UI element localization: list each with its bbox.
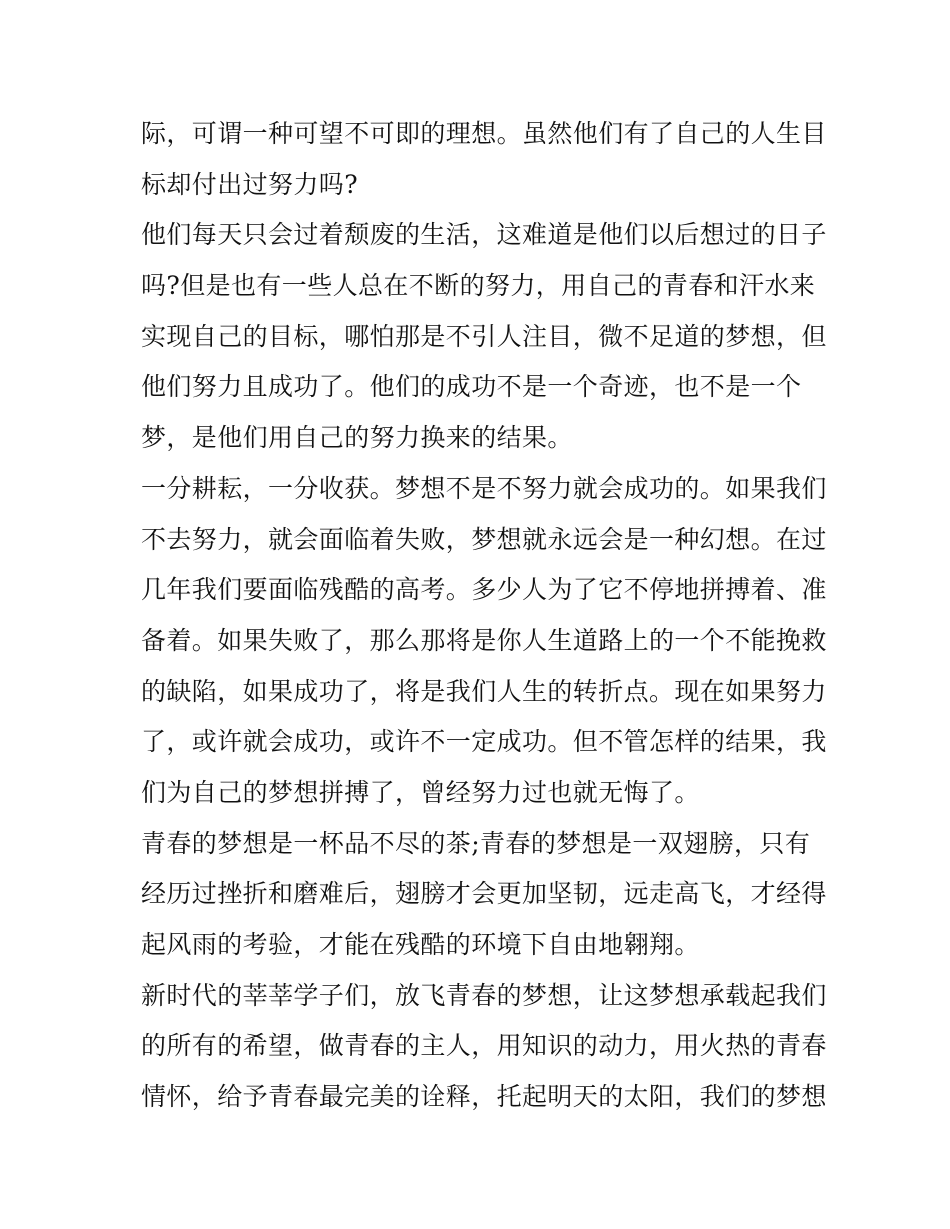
text-line: 情怀，给予青春最完美的诠释，托起明天的太阳，我们的梦想 xyxy=(141,1082,827,1112)
text-line: 的所有的希望，做青春的主人，用知识的动力，用火热的青春 xyxy=(141,1031,827,1061)
text-line: 备着。如果失败了，那么那将是你人生道路上的一个不能挽救 xyxy=(141,625,827,655)
text-line: 了，或许就会成功，或许不一定成功。但不管怎样的结果，我 xyxy=(141,727,827,757)
text-line: 们为自己的梦想拼搏了，曾经努力过也就无悔了。 xyxy=(141,777,700,807)
text-line: 际，可谓一种可望不可即的理想。虽然他们有了自己的人生目 xyxy=(141,119,827,148)
text-line: 他们努力且成功了。他们的成功不是一个奇迹，也不是一个 xyxy=(141,372,802,402)
text-line: 他们每天只会过着颓废的生活，这难道是他们以后想过的日子 xyxy=(141,220,827,250)
text-line: 新时代的莘莘学子们，放飞青春的梦想，让这梦想承载起我们 xyxy=(141,980,827,1010)
text-line: 几年我们要面临残酷的高考。多少人为了它不停地拼搏着、准 xyxy=(141,575,827,605)
text-line: 青春的梦想是一杯品不尽的茶;青春的梦想是一双翅膀，只有 xyxy=(141,828,811,858)
text-line: 吗?但是也有一些人总在不断的努力，用自己的青春和汗水来 xyxy=(141,271,816,301)
text-line: 一分耕耘，一分收获。梦想不是不努力就会成功的。如果我们 xyxy=(141,473,827,503)
text-line: 标却付出过努力吗? xyxy=(141,169,359,199)
text-line: 梦，是他们用自己的努力换来的结果。 xyxy=(141,423,573,453)
essay-text xyxy=(141,109,827,1123)
text-line: 不去努力，就会面临着失败，梦想就永远会是一种幻想。在过 xyxy=(141,524,827,554)
text-line: 的缺陷，如果成功了，将是我们人生的转折点。现在如果努力 xyxy=(141,676,827,706)
text-line: 起风雨的考验，才能在残酷的环境下自由地翱翔。 xyxy=(141,930,700,959)
text-line: 实现自己的目标，哪怕那是不引人注目，微不足道的梦想，但 xyxy=(141,321,827,351)
text-line: 经历过挫折和磨难后，翅膀才会更加坚韧，远走高飞，才经得 xyxy=(141,879,827,909)
